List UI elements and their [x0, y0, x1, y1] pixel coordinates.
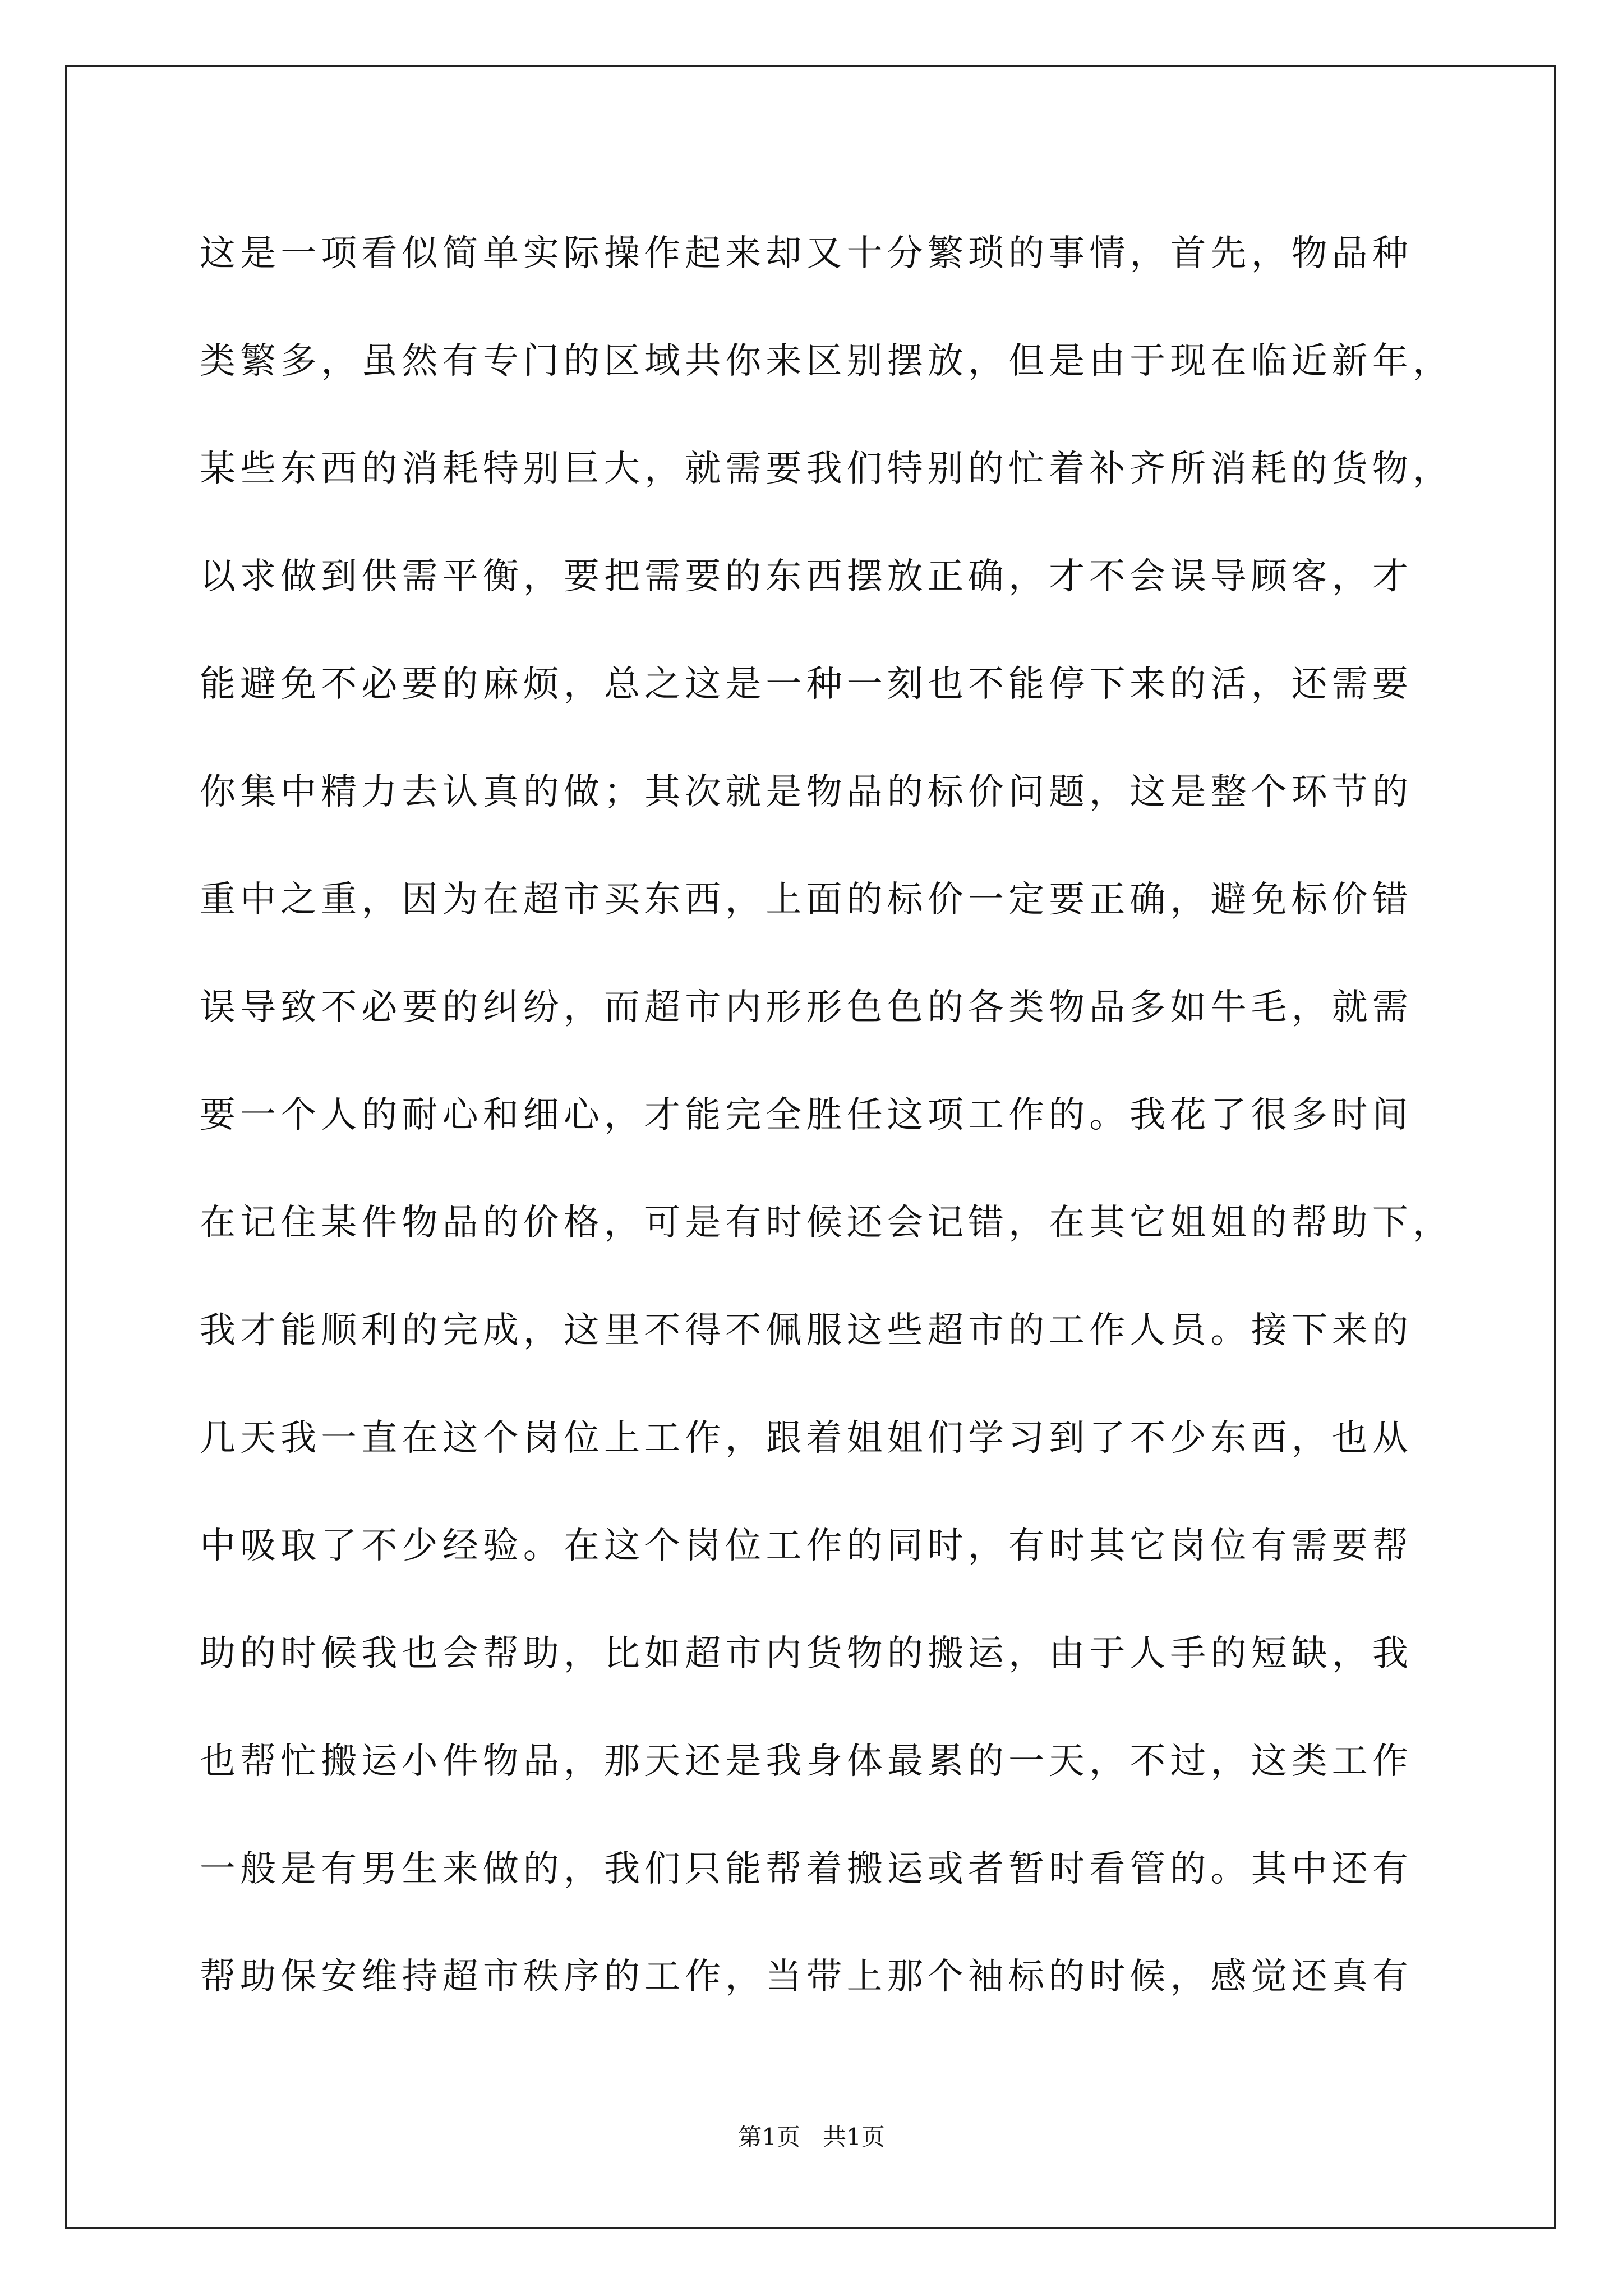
text-line: 某些东西的消耗特别巨大，就需要我们特别的忙着补齐所消耗的货物， [200, 448, 1454, 490]
text-line: 助的时候我也会帮助，比如超市内货物的搬运，由于人手的短缺，我 [200, 1633, 1413, 1674]
text-line: 我才能顺利的完成，这里不得不佩服这些超市的工作人员。接下来的 [200, 1310, 1413, 1351]
text-line: 这是一项看似简单实际操作起来却又十分繁琐的事情，首先，物品种 [200, 233, 1413, 274]
text-line: 一般是有男生来做的，我们只能帮着搬运或者暂时看管的。其中还有 [200, 1848, 1413, 1890]
text-line: 误导致不必要的纠纷，而超市内形形色色的各类物品多如牛毛，就需 [200, 987, 1413, 1028]
text-line: 要一个人的耐心和细心，才能完全胜任这项工作的。我花了很多时间 [200, 1094, 1413, 1136]
text-line: 在记住某件物品的价格，可是有时候还会记错，在其它姐姐的帮助下， [200, 1202, 1454, 1244]
text-line: 你集中精力去认真的做；其次就是物品的标价问题，这是整个环节的 [200, 771, 1413, 813]
text-line: 中吸取了不少经验。在这个岗位工作的同时，有时其它岗位有需要帮 [200, 1525, 1413, 1567]
text-line: 帮助保安维持超市秩序的工作，当带上那个袖标的时候，感觉还真有 [200, 1956, 1413, 1998]
page-footer: 第1页 共1页 [738, 2123, 885, 2151]
text-line: 几天我一直在这个岗位上工作，跟着姐姐们学习到了不少东西，也从 [200, 1418, 1413, 1459]
text-line: 也帮忙搬运小件物品，那天还是我身体最累的一天，不过，这类工作 [200, 1741, 1413, 1782]
text-line: 类繁多，虽然有专门的区域共你来区别摆放，但是由于现在临近新年， [200, 341, 1454, 382]
body-text [200, 218, 1454, 2049]
text-line: 重中之重，因为在超市买东西，上面的标价一定要正确，避免标价错 [200, 879, 1413, 921]
text-line: 以求做到供需平衡，要把需要的东西摆放正确，才不会误导顾客，才 [200, 556, 1413, 597]
text-line: 能避免不必要的麻烦，总之这是一种一刻也不能停下来的活，还需要 [200, 664, 1413, 705]
